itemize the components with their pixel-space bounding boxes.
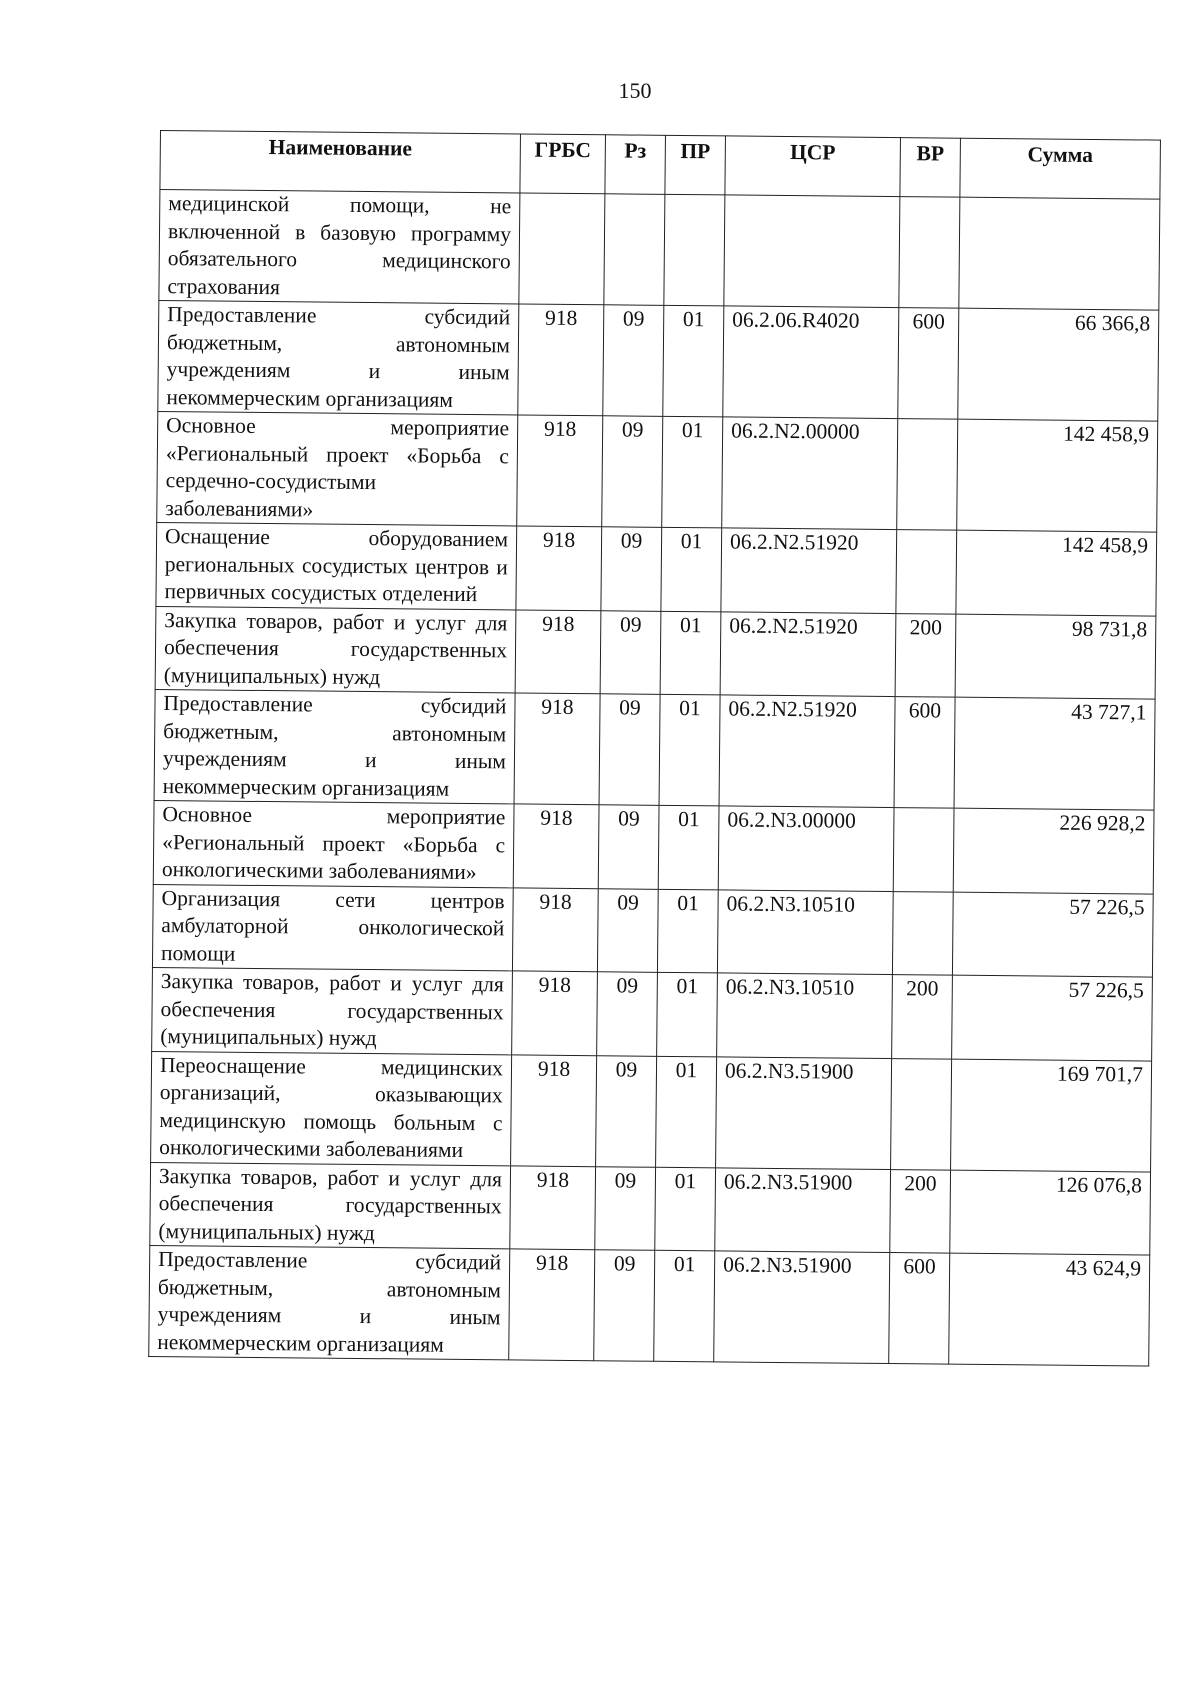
- cell-grbs: 918: [509, 1249, 595, 1361]
- cell-pr: 01: [659, 694, 720, 806]
- cell-sum: 43 624,9: [949, 1253, 1150, 1366]
- cell-pr: 01: [655, 1167, 716, 1251]
- header-sum: Сумма: [960, 138, 1161, 199]
- cell-sum: 126 076,8: [950, 1170, 1151, 1255]
- cell-grbs: 918: [518, 304, 604, 416]
- cell-csr: 06.2.06.R4020: [723, 306, 899, 419]
- cell-rz: 09: [601, 527, 662, 611]
- header-csr: ЦСР: [725, 136, 901, 197]
- cell-name: Основное мероприятие «Региональный проект «Борьба с сердечно-сосудистыми заболеваниями»: [157, 411, 518, 525]
- cell-csr: 06.2.N2.51920: [719, 695, 895, 808]
- header-grbs: ГРБС: [520, 134, 606, 194]
- table-row: [155, 606, 1156, 699]
- cell-pr: 01: [656, 1056, 717, 1168]
- cell-name: Закупка товаров, работ и услуг для обеспечения государственных (муниципальных) нужд: [150, 1162, 511, 1249]
- cell-grbs: 918: [512, 887, 598, 971]
- table-row: [157, 411, 1158, 532]
- cell-grbs: 918: [514, 693, 600, 805]
- cell-vr: 200: [892, 975, 953, 1059]
- cell-pr: 01: [657, 972, 718, 1056]
- budget-table-container: [148, 130, 1160, 1367]
- table-row: [158, 300, 1159, 421]
- cell-rz: 09: [595, 1166, 656, 1250]
- cell-vr: [891, 1058, 952, 1170]
- cell-grbs: 918: [511, 1054, 597, 1166]
- table-row: [149, 1245, 1150, 1366]
- cell-rz: 09: [599, 694, 660, 806]
- table-header-row: [160, 131, 1161, 200]
- cell-csr: 06.2.N3.10510: [717, 889, 893, 974]
- cell-name: медицинской помощи, не включенной в базовую программу обязательного медицинского страхования: [159, 190, 520, 304]
- cell-rz: [604, 194, 665, 306]
- cell-csr: 06.2.N3.51900: [714, 1251, 890, 1364]
- cell-sum: 98 731,8: [955, 614, 1156, 699]
- cell-rz: 09: [600, 610, 661, 694]
- cell-sum: 66 366,8: [958, 308, 1159, 421]
- cell-csr: [724, 195, 900, 308]
- page-number: 150: [618, 78, 652, 103]
- header-vr: ВР: [900, 138, 961, 198]
- cell-name: Закупка товаров, работ и услуг для обеспечения государственных (муниципальных) нужд: [152, 967, 513, 1054]
- table-row: [150, 1162, 1151, 1255]
- table-row: [152, 967, 1153, 1060]
- cell-name: Основное мероприятие «Региональный проект «Борьба с онкологическими заболеваниями»: [153, 800, 514, 887]
- cell-pr: [664, 194, 725, 306]
- cell-name: Предоставление субсидий бюджетным, автономным учреждениям и иным некоммерческим организациям: [154, 689, 515, 803]
- table-row: [151, 1051, 1152, 1172]
- cell-name: Организация сети центров амбулаторной онкологической помощи: [152, 884, 513, 971]
- cell-sum: 57 226,5: [952, 892, 1153, 977]
- cell-rz: 09: [596, 1055, 657, 1167]
- cell-pr: 01: [657, 889, 718, 973]
- cell-vr: [892, 891, 953, 975]
- cell-rz: 09: [597, 888, 658, 972]
- cell-sum: 57 226,5: [952, 975, 1153, 1060]
- cell-grbs: 918: [515, 609, 601, 693]
- cell-grbs: 918: [512, 971, 598, 1055]
- header-name: Наименование: [160, 131, 521, 193]
- cell-csr: 06.2.N3.51900: [716, 1056, 892, 1169]
- table-row: [154, 689, 1155, 810]
- cell-name: Предоставление субсидий бюджетным, автономным учреждениям и иным некоммерческим организациям: [149, 1245, 510, 1359]
- cell-vr: [893, 808, 954, 892]
- cell-pr: 01: [663, 305, 724, 417]
- cell-name: Предоставление субсидий бюджетным, автономным учреждениям и иным некоммерческим организациям: [158, 300, 519, 414]
- table-row: [156, 522, 1157, 615]
- cell-pr: 01: [662, 416, 723, 528]
- cell-pr: 01: [654, 1250, 715, 1362]
- cell-pr: 01: [661, 527, 722, 611]
- cell-grbs: [519, 193, 605, 305]
- cell-grbs: 918: [510, 1165, 596, 1249]
- cell-vr: 600: [894, 697, 955, 809]
- cell-grbs: 918: [513, 804, 599, 888]
- cell-rz: 09: [597, 972, 658, 1056]
- cell-sum: 142 458,9: [957, 419, 1158, 532]
- header-pr: ПР: [665, 135, 726, 195]
- cell-vr: 200: [890, 1169, 951, 1253]
- cell-vr: 200: [895, 613, 956, 697]
- cell-vr: [896, 530, 957, 614]
- cell-sum: 226 928,2: [953, 808, 1154, 893]
- cell-sum: 142 458,9: [956, 530, 1157, 615]
- cell-vr: 600: [898, 308, 959, 420]
- cell-vr: 600: [889, 1253, 950, 1365]
- cell-name: Оснащение оборудованием региональных сосудистых центров и первичных сосудистых отделений: [156, 522, 517, 609]
- cell-pr: 01: [660, 611, 721, 695]
- budget-table: [148, 130, 1161, 1367]
- cell-sum: 169 701,7: [951, 1059, 1152, 1172]
- cell-csr: 06.2.N3.51900: [715, 1167, 891, 1252]
- table-row: [153, 800, 1154, 893]
- cell-pr: 01: [658, 805, 719, 889]
- cell-vr: [897, 419, 958, 531]
- cell-csr: 06.2.N3.00000: [718, 806, 894, 891]
- cell-rz: 09: [594, 1250, 655, 1362]
- table-row: [152, 884, 1153, 977]
- cell-csr: 06.2.N2.51920: [720, 611, 896, 696]
- cell-rz: 09: [598, 805, 659, 889]
- cell-sum: 43 727,1: [954, 697, 1155, 810]
- cell-name: Переоснащение медицинских организаций, оказывающих медицинскую помощь больным с онкологическими заболеваниями: [151, 1051, 512, 1165]
- cell-sum: [959, 197, 1160, 310]
- cell-rz: 09: [603, 305, 664, 417]
- cell-csr: 06.2.N2.00000: [722, 417, 898, 530]
- header-rz: Рз: [605, 135, 666, 195]
- cell-csr: 06.2.N3.10510: [717, 973, 893, 1058]
- cell-vr: [899, 197, 960, 309]
- cell-grbs: 918: [517, 415, 603, 527]
- cell-rz: 09: [602, 416, 663, 528]
- cell-name: Закупка товаров, работ и услуг для обеспечения государственных (муниципальных) нужд: [155, 606, 516, 693]
- cell-csr: 06.2.N2.51920: [721, 528, 897, 613]
- cell-grbs: 918: [516, 526, 602, 610]
- table-row: [159, 190, 1160, 311]
